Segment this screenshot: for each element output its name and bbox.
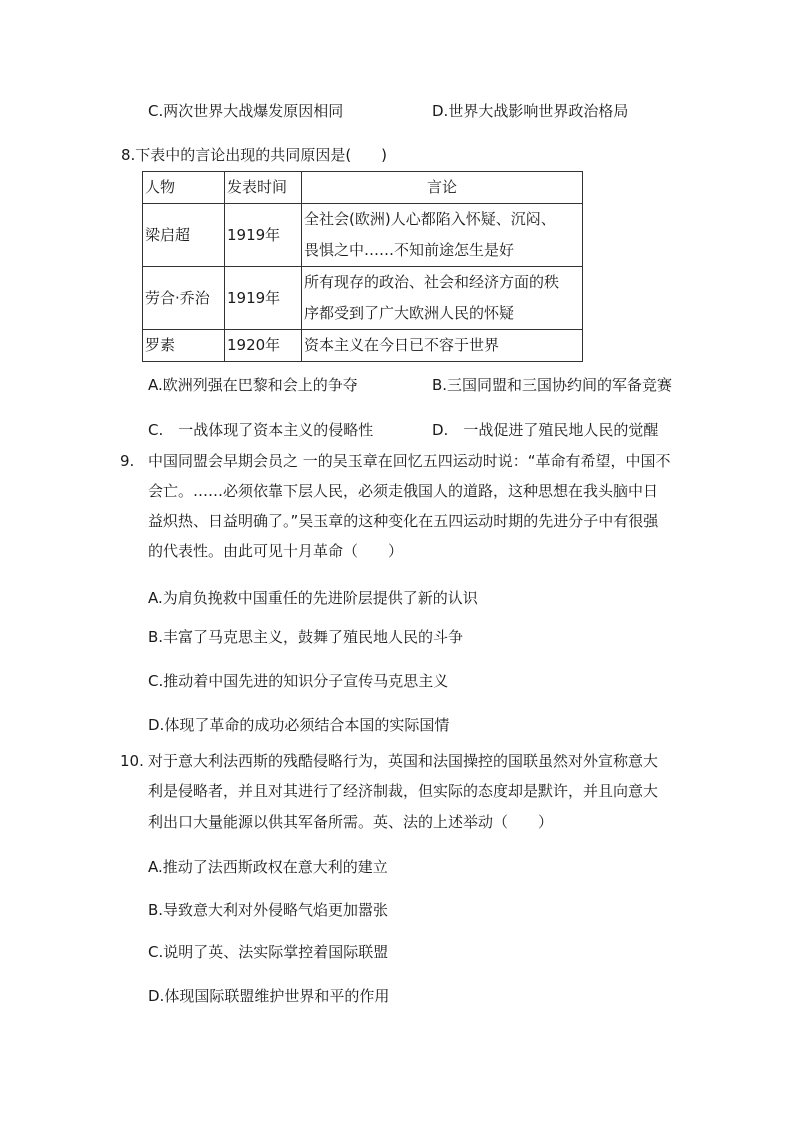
table-header-speech: 言论 (302, 172, 583, 204)
speech-line: 所有现存的政治、社会和经济方面的秩 (304, 273, 560, 291)
table-header-row (143, 172, 583, 204)
table-cell-time: 1919年 (225, 267, 302, 330)
table-cell-time: 1920年 (225, 330, 302, 362)
q9-option-b: B.丰富了马克思主义，鼓舞了殖民地人民的斗争 (148, 628, 464, 646)
q8-quote-table (142, 171, 583, 362)
speech-line: 序都受到了广大欧洲人民的怀疑 (304, 304, 515, 322)
table-cell-person: 梁启超 (143, 204, 225, 267)
q10-stem-line: 对于意大利法西斯的残酷侵略行为，英国和法国操控的国联虽然对外宣称意大 (148, 752, 659, 770)
q7-option-c: C.两次世界大战爆发原因相同 (148, 102, 344, 120)
q10-stem-line: 利是侵略者，并且对其进行了经济制裁，但实际的态度却是默许，并且向意大 (148, 782, 659, 800)
table-row (143, 267, 583, 330)
q9-option-d: D.体现了革命的成功必须结合本国的实际国情 (148, 716, 450, 734)
q9-number: 9. (120, 452, 135, 470)
q10-number: 10. (120, 752, 144, 770)
q9-option-a: A.为肩负挽救中国重任的先进阶层提供了新的认识 (148, 589, 478, 607)
q10-option-b: B.导致意大利对外侵略气焰更加嚣张 (148, 901, 389, 919)
q10-option-a: A.推动了法西斯政权在意大利的建立 (148, 858, 388, 876)
q9-stem-line: 会亡。……必须依靠下层人民，必须走俄国人的道路，这种思想在我头脑中日 (148, 482, 659, 500)
q8-option-c: C. 一战体现了资本主义的侵略性 (148, 421, 374, 439)
q10-stem-line: 利出口大量能源以供其军备所需。英、法的上述举动（ ） (148, 813, 554, 831)
table-row (143, 330, 583, 362)
table-cell-person: 罗素 (143, 330, 225, 362)
table-cell-person: 劳合·乔治 (143, 267, 225, 330)
q9-stem-line: 益炽热、日益明确了。”吴玉章的这种变化在五四运动时期的先进分子中有很强 (148, 512, 659, 530)
table-cell-speech (302, 267, 583, 330)
q10-option-d: D.体现国际联盟维护世界和平的作用 (148, 987, 390, 1005)
table-header-person: 人物 (143, 172, 225, 204)
q8-option-a: A.欧洲列强在巴黎和会上的争夺 (148, 376, 358, 394)
q8-option-d: D. 一战促进了殖民地人民的觉醒 (432, 421, 659, 439)
q8-stem: 8.下表中的言论出现的共同原因是( ) (121, 146, 388, 164)
speech-line: 全社会(欧洲)人心都陷入怀疑、沉闷、 (304, 210, 556, 228)
q8-option-b: B.三国同盟和三国协约间的军备竞赛 (432, 376, 673, 394)
table-row (143, 204, 583, 267)
table-cell-speech (302, 204, 583, 267)
table-header-time: 发表时间 (225, 172, 302, 204)
q9-stem-line: 中国同盟会早期会员之 一的吴玉章在回忆五四运动时说：“革命有希望，中国不 (148, 452, 671, 470)
q9-stem-line: 的代表性。由此可见十月革命（ ） (148, 542, 404, 560)
table-cell-speech: 资本主义在今日已不容于世界 (302, 330, 583, 362)
table-cell-time: 1919年 (225, 204, 302, 267)
q9-option-c: C.推动着中国先进的知识分子宣传马克思主义 (148, 672, 449, 690)
speech-line: 畏惧之中……不知前途怎生是好 (304, 241, 515, 259)
q10-option-c: C.说明了英、法实际掌控着国际联盟 (148, 943, 389, 961)
q7-option-d: D.世界大战影响世界政治格局 (432, 102, 629, 120)
